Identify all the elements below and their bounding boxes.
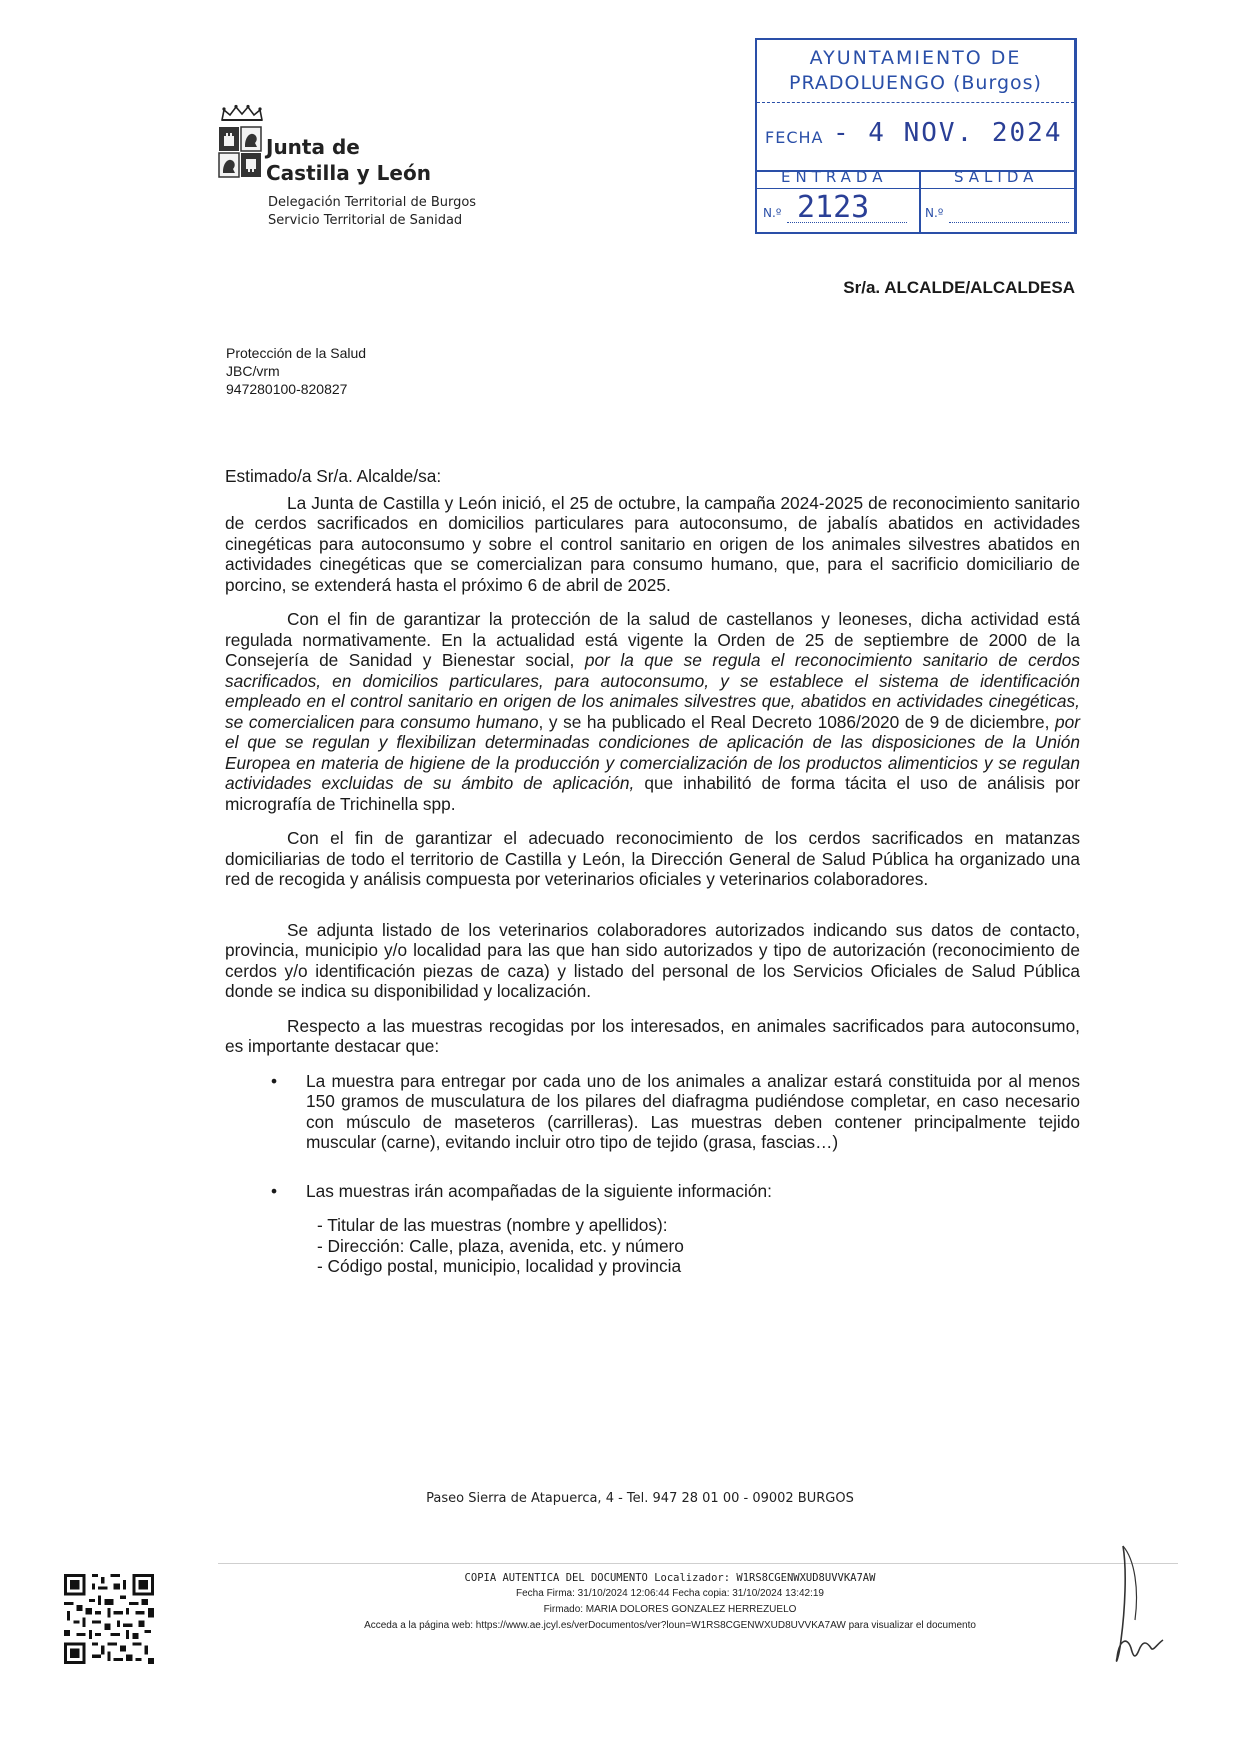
signature-dates: Fecha Firma: 31/10/2024 12:06:44 Fecha copia: 31/10/2024 13:42:19 [516, 1588, 824, 1599]
list-item-text: Las muestras irán acompañadas de la siguiente información: [306, 1180, 772, 1201]
list-item [225, 1071, 1080, 1153]
department [268, 194, 476, 230]
paragraph-1: La Junta de Castilla y León inició, el 25 de octubre, la campaña 2024-2025 de reconocimiento sanitario de cerdos sacrificados en domicilios particulares para autoconsumo, de jabalís abatidos en actividades cinegéticas para autoconsumo y sobre el control sanitario en origen de los animales silvestres abatidos en actividades cinegéticas que se comercializan para consumo humano, que, para el sacrificio domiciliario de porcino, se extenderá hasta el próximo 6 de abril de 2025. [225, 492, 1080, 595]
stamp-fecha-label: FECHA [765, 128, 824, 147]
org-name [266, 134, 431, 186]
stamp-divider [757, 102, 1074, 103]
verification-block [300, 1570, 1040, 1634]
copy-locator: COPIA AUTENTICA DEL DOCUMENTO Localizador: W1RS8CGENWXUD8UVVKA7AW [464, 1572, 876, 1584]
bullet-icon: • [271, 1070, 278, 1091]
sub-list-item: - Dirección: Calle, plaza, avenida, etc. y número [317, 1235, 684, 1256]
qr-code-icon [64, 1574, 154, 1664]
reference-block [226, 344, 366, 398]
stamp-title-line2: PRADOLUENGO (Burgos) [789, 72, 1042, 94]
stamp-column-divider [919, 170, 921, 232]
paragraph-2-decree-title: por el que se regulan y flexibilizan determinadas condiciones de aplicación de las disposiciones de la Unión Europea en materia de higiene de la producción y comercialización de los productos alimenticios y se regulan actividades excluidas de su ámbito de aplicación, [225, 711, 1080, 793]
bullet-list [225, 1071, 1080, 1202]
footer-address: Paseo Sierra de Atapuerca, 4 - Tel. 947 28 01 00 - 09002 BURGOS [426, 1491, 854, 1506]
list-item-text: La muestra para entregar por cada uno de los animales a analizar estará constituida por al menos 150 gramos de musculatura de los pilares del diafragma pudiéndose completar, en caso necesario con músculo de maseteros (carrilleras). Las muestras deben contener principalmente tejido muscular (carne), evitando incluir otro tipo de tejido (grasa, fascias…) [306, 1070, 1080, 1152]
stamp-entrada-number: 2123 [797, 190, 870, 225]
stamp-dotted-line [949, 222, 1069, 223]
department-line2: Servicio Territorial de Sanidad [268, 213, 463, 228]
sub-list-item: - Código postal, municipio, localidad y provincia [317, 1256, 682, 1276]
department-line1: Delegación Territorial de Burgos [268, 195, 477, 210]
greeting: Estimado/a Sr/a. Alcalde/sa: [225, 466, 442, 486]
footer-divider [218, 1563, 1178, 1564]
org-name-line2: Castilla y León [266, 161, 431, 185]
bullet-icon: • [271, 1180, 278, 1201]
verification-url: Acceda a la página web: https://www.ae.jcyl.es/verDocumentos/ver?loun=W1RS8CGENWXUD8UVVKA7AW para visualizar el documento [364, 1620, 976, 1631]
stamp-dotted-line [787, 222, 907, 223]
stamp-salida-label: SALIDA [954, 168, 1039, 186]
sub-list [317, 1215, 1080, 1277]
paragraph-2-text: Con el fin de garantizar la protección de la salud de castellanos y leoneses, dicha actividad está regulada normativamente. En la actualidad está vigente la Orden de 25 de septiembre de 2000 de la Consejería de Sanidad y Bienestar social, [225, 609, 1080, 670]
paragraph-2-order-title: por la que se regula el reconocimiento sanitario de cerdos sacrificados, en domicilios particulares, para autoconsumo, y se establece el sistema de identificación empleado en el control sanitario en origen de los animales silvestres que, abatidos en actividades cinegéticas, se comercialicen para consumo humano [225, 650, 1081, 732]
reference-line3: 947280100-820827 [226, 381, 348, 397]
paragraph-5: Respecto a las muestras recogidas por los interesados, en animales sacrificados para autoconsumo, es importante destacar que: [225, 1015, 1080, 1056]
registry-stamp [755, 38, 1077, 234]
paragraph-3: Con el fin de garantizar el adecuado reconocimiento de los cerdos sacrificados en matanzas domiciliarias de todo el territorio de Castilla y León, la Dirección General de Salud Pública ha organizado una red de recogida y análisis compuesta por veterinarios oficiales y veterinarios colaboradores. [225, 828, 1080, 889]
sub-list-item: - Titular de las muestras (nombre y apellidos): [317, 1215, 668, 1235]
reference-line1: Protección de la Salud [226, 345, 367, 361]
paragraph-2 [225, 609, 1080, 814]
paragraph-2-text: que inhabilitó de forma tácita el uso de análisis por micrografía de Trichinella spp. [225, 773, 1081, 814]
stamp-entrada-prefix: N.º [763, 206, 782, 220]
stamp-divider [757, 188, 1074, 189]
signed-by: Firmado: MARIA DOLORES GONZALEZ HERREZUELO [543, 1604, 797, 1615]
paragraph-4: Se adjunta listado de los veterinarios colaboradores autorizados indicando sus datos de contacto, provincia, municipio y/o localidad para las que han sido autorizados y tipo de autorización (reconocimiento de cerdos y/o identificación piezas de caza) y listado del personal de los Servicios Oficiales de Salud Pública donde se indica su disponibilidad y localización. [225, 919, 1080, 1001]
org-name-line1: Junta de [266, 135, 360, 159]
stamp-salida-prefix: N.º [925, 206, 944, 220]
stamp-title-line1: AYUNTAMIENTO DE [809, 47, 1022, 69]
coat-of-arms-icon [218, 126, 262, 178]
handwritten-signature [1105, 1540, 1195, 1670]
paragraph-2-text: , y se ha publicado el Real Decreto 1086/2020 de 9 de diciembre, [538, 711, 1056, 732]
stamp-fecha-value: - 4 NOV. 2024 [833, 118, 1063, 148]
recipient: Sr/a. ALCALDE/ALCALDESA [843, 278, 1075, 297]
stamp-entrada-label: ENTRADA [781, 168, 888, 186]
letter-body [225, 466, 1080, 1277]
crown-icon [220, 104, 264, 122]
list-item [225, 1181, 1080, 1202]
reference-line2: JBC/vrm [226, 363, 280, 379]
